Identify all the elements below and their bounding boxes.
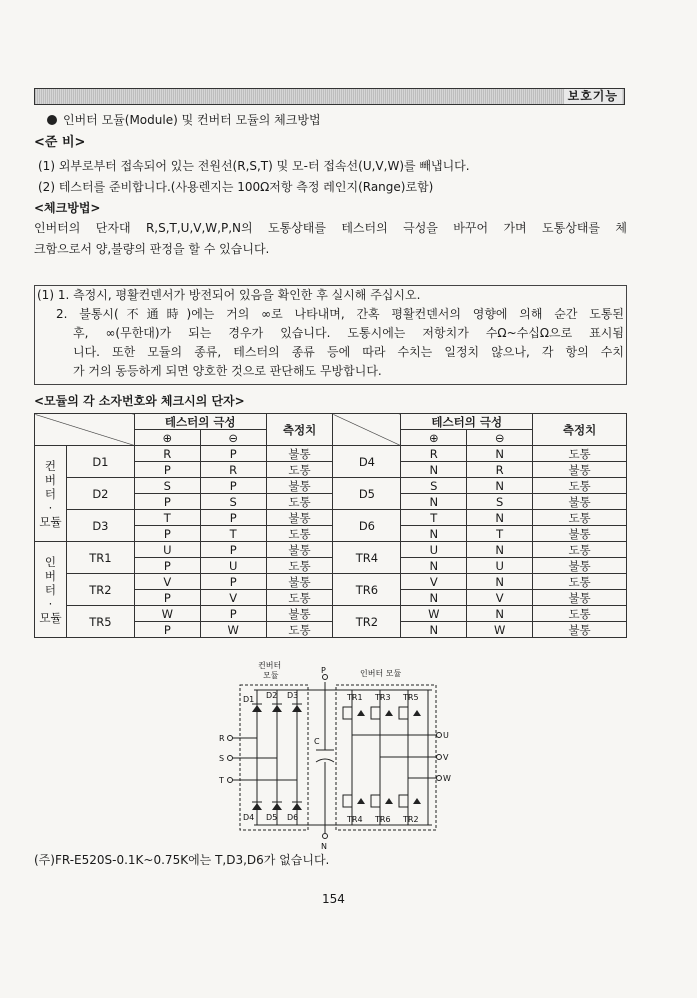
table-caption: <모듈의 각 소자번호와 체크시의 단자> xyxy=(34,394,245,408)
terminal-cell: N xyxy=(467,478,533,494)
input-s: S xyxy=(219,754,225,763)
element-cell: TR2 xyxy=(66,574,134,606)
element-terminal-table xyxy=(34,413,627,638)
element-cell: D5 xyxy=(333,478,401,510)
transistor-tr2: TR2 xyxy=(403,815,419,824)
converter-label: 컨버터 xyxy=(258,661,282,670)
terminal-cell: S xyxy=(200,494,266,510)
terminal-cell: P xyxy=(200,510,266,526)
terminal-cell: S xyxy=(134,478,200,494)
note-line-2: 2. 불통시(不通時)에는 거의 ∞로 나타내며, 간혹 평활컨덴서의 영향에 의해 순간 도통된 xyxy=(56,307,624,321)
polarity-header: 테스터의 극성 xyxy=(401,414,533,430)
terminal-cell: P xyxy=(134,558,200,574)
terminal-cell: P xyxy=(200,542,266,558)
terminal-cell: V xyxy=(467,590,533,606)
note-line-3: 후, ∞(무한대)가 되는 경우가 있습니다. 도통시에는 저항치가 수Ω~수십Ω으로 표시됨 xyxy=(73,326,624,340)
measure-header: 측정치 xyxy=(533,414,627,446)
plus-header: ⊕ xyxy=(401,430,467,446)
c-label: C xyxy=(314,737,320,746)
diode-d2: D2 xyxy=(266,691,278,700)
minus-header: ⊖ xyxy=(467,430,533,446)
measure-cell: 불통 xyxy=(533,558,627,574)
measure-cell: 도통 xyxy=(266,558,333,574)
prep-title: <준 비> xyxy=(34,135,86,150)
diode-d1: D1 xyxy=(243,695,255,704)
terminal-cell: R xyxy=(134,446,200,462)
footnote: (주)FR-E520S-0.1K~0.75K에는 T,D3,D6가 없습니다. xyxy=(34,853,330,867)
terminal-cell: U xyxy=(401,542,467,558)
measure-cell: 도통 xyxy=(533,510,627,526)
element-cell: D1 xyxy=(66,446,134,478)
transistor-tr4: TR4 xyxy=(347,815,363,824)
terminal-cell: P xyxy=(200,446,266,462)
inverter-label: 인버터 모듈 xyxy=(360,669,402,678)
terminal-cell: N xyxy=(401,462,467,478)
check-line-2: 크함으로서 양,불량의 판정을 할 수 있습니다. xyxy=(34,242,270,256)
element-cell: D3 xyxy=(66,510,134,542)
measure-cell: 불통 xyxy=(266,510,333,526)
measure-cell: 불통 xyxy=(266,478,333,494)
output-u: U xyxy=(443,731,449,740)
main-heading: 인버터 모듈(Module) 및 컨버터 모듈의 체크방법 xyxy=(47,112,321,128)
bullet-icon xyxy=(47,115,57,125)
element-cell: TR2 xyxy=(333,606,401,638)
measure-cell: 불통 xyxy=(266,606,333,622)
terminal-cell: T xyxy=(200,526,266,542)
table-row xyxy=(35,478,627,494)
prep-item-1: (1) 외부로부터 접속되어 있는 전원선(R,S,T) 및 모-터 접속선(U,V,W)를 빼냅니다. xyxy=(38,159,470,173)
measure-header: 측정치 xyxy=(266,414,333,446)
output-w: W xyxy=(443,774,451,783)
table-row xyxy=(35,606,627,622)
terminal-cell: T xyxy=(467,526,533,542)
table-row xyxy=(35,542,627,558)
terminal-cell: N xyxy=(401,526,467,542)
measure-cell: 불통 xyxy=(266,446,333,462)
terminal-cell: P xyxy=(200,478,266,494)
measure-cell: 도통 xyxy=(533,542,627,558)
terminal-cell: S xyxy=(401,478,467,494)
circuit-diagram xyxy=(210,660,460,850)
terminal-cell: U xyxy=(200,558,266,574)
measure-cell: 도통 xyxy=(533,574,627,590)
element-cell: TR4 xyxy=(333,542,401,574)
transistor-tr3: TR3 xyxy=(375,693,391,702)
transistor-tr1: TR1 xyxy=(347,693,363,702)
measure-cell: 도통 xyxy=(266,590,333,606)
terminal-cell: V xyxy=(200,590,266,606)
terminal-cell: U xyxy=(467,558,533,574)
page-number: 154 xyxy=(322,892,345,906)
terminal-cell: R xyxy=(467,462,533,478)
note-line-1: (1) 1. 측정시, 평활컨덴서가 방전되어 있음을 확인한 후 실시해 주십시오. xyxy=(37,288,421,302)
element-cell: D6 xyxy=(333,510,401,542)
diode-d6: D6 xyxy=(287,813,299,822)
terminal-cell: W xyxy=(200,622,266,638)
section-header-bar xyxy=(34,88,625,105)
element-cell: D2 xyxy=(66,478,134,510)
diagonal-corner-cell xyxy=(333,414,401,446)
terminal-cell: P xyxy=(134,622,200,638)
check-line-1: 인버터의 단자대 R,S,T,U,V,W,P,N의 도통상태를 테스터의 극성을 바꾸어 가며 도통상태를 체 xyxy=(34,221,627,235)
terminal-cell: N xyxy=(467,606,533,622)
prep-item-2: (2) 테스터를 준비합니다.(사용렌지는 100Ω저항 측정 레인지(Range)로함) xyxy=(38,180,434,194)
table-row xyxy=(35,446,627,462)
terminal-cell: R xyxy=(200,462,266,478)
terminal-cell: T xyxy=(401,510,467,526)
terminal-cell: N xyxy=(467,446,533,462)
converter-label-2: 모듈 xyxy=(263,671,279,680)
measure-cell: 도통 xyxy=(533,446,627,462)
input-t: T xyxy=(219,776,224,785)
polarity-header: 테스터의 극성 xyxy=(134,414,266,430)
terminal-cell: P xyxy=(200,606,266,622)
table-row xyxy=(35,574,627,590)
element-cell: TR5 xyxy=(66,606,134,638)
terminal-cell: N xyxy=(401,622,467,638)
terminal-cell: N xyxy=(467,574,533,590)
converter-module-label: 컨 버 터 · 모듈 xyxy=(35,446,67,542)
p-label: P xyxy=(321,666,326,675)
transistor-tr6: TR6 xyxy=(375,815,391,824)
terminal-cell: N xyxy=(467,542,533,558)
terminal-cell: U xyxy=(134,542,200,558)
check-title: <체크방법> xyxy=(34,201,101,215)
input-r: R xyxy=(219,734,225,743)
note-box xyxy=(34,285,627,385)
terminal-cell: T xyxy=(134,510,200,526)
diagonal-corner-cell xyxy=(35,414,135,446)
terminal-cell: W xyxy=(134,606,200,622)
element-cell: TR1 xyxy=(66,542,134,574)
measure-cell: 도통 xyxy=(266,526,333,542)
terminal-cell: P xyxy=(200,574,266,590)
terminal-cell: N xyxy=(467,510,533,526)
diode-d4: D4 xyxy=(243,813,255,822)
measure-cell: 불통 xyxy=(533,526,627,542)
terminal-cell: S xyxy=(467,494,533,510)
table-row xyxy=(35,510,627,526)
measure-cell: 도통 xyxy=(266,462,333,478)
terminal-cell: V xyxy=(401,574,467,590)
measure-cell: 도통 xyxy=(533,606,627,622)
terminal-cell: V xyxy=(134,574,200,590)
minus-header: ⊖ xyxy=(200,430,266,446)
terminal-cell: W xyxy=(467,622,533,638)
terminal-cell: P xyxy=(134,494,200,510)
terminal-cell: N xyxy=(401,494,467,510)
inverter-module-label: 인 버 터 · 모듈 xyxy=(35,542,67,638)
measure-cell: 불통 xyxy=(533,590,627,606)
n-label: N xyxy=(321,842,327,850)
element-cell: TR6 xyxy=(333,574,401,606)
terminal-cell: N xyxy=(401,558,467,574)
terminal-cell: P xyxy=(134,590,200,606)
measure-cell: 불통 xyxy=(533,622,627,638)
diode-d3: D3 xyxy=(287,691,299,700)
output-v: V xyxy=(443,753,449,762)
table-header-row xyxy=(35,414,627,430)
measure-cell: 불통 xyxy=(533,494,627,510)
element-cell: D4 xyxy=(333,446,401,478)
transistor-tr5: TR5 xyxy=(403,693,419,702)
note-line-4: 니다. 또한 모듈의 종류, 테스터의 종류 등에 따라 수치는 일정치 않으나, 각 항의 수치 xyxy=(73,345,624,359)
terminal-cell: P xyxy=(134,462,200,478)
measure-cell: 도통 xyxy=(533,478,627,494)
measure-cell: 도통 xyxy=(266,494,333,510)
plus-header: ⊕ xyxy=(134,430,200,446)
note-line-5: 가 거의 동등하게 되면 양호한 것으로 판단해도 무방합니다. xyxy=(73,364,382,378)
measure-cell: 불통 xyxy=(266,542,333,558)
terminal-cell: R xyxy=(401,446,467,462)
terminal-cell: P xyxy=(134,526,200,542)
terminal-cell: N xyxy=(401,590,467,606)
measure-cell: 불통 xyxy=(533,462,627,478)
measure-cell: 불통 xyxy=(266,574,333,590)
diode-d5: D5 xyxy=(266,813,278,822)
section-title: 보호기능 xyxy=(564,89,622,104)
measure-cell: 도통 xyxy=(266,622,333,638)
terminal-cell: W xyxy=(401,606,467,622)
